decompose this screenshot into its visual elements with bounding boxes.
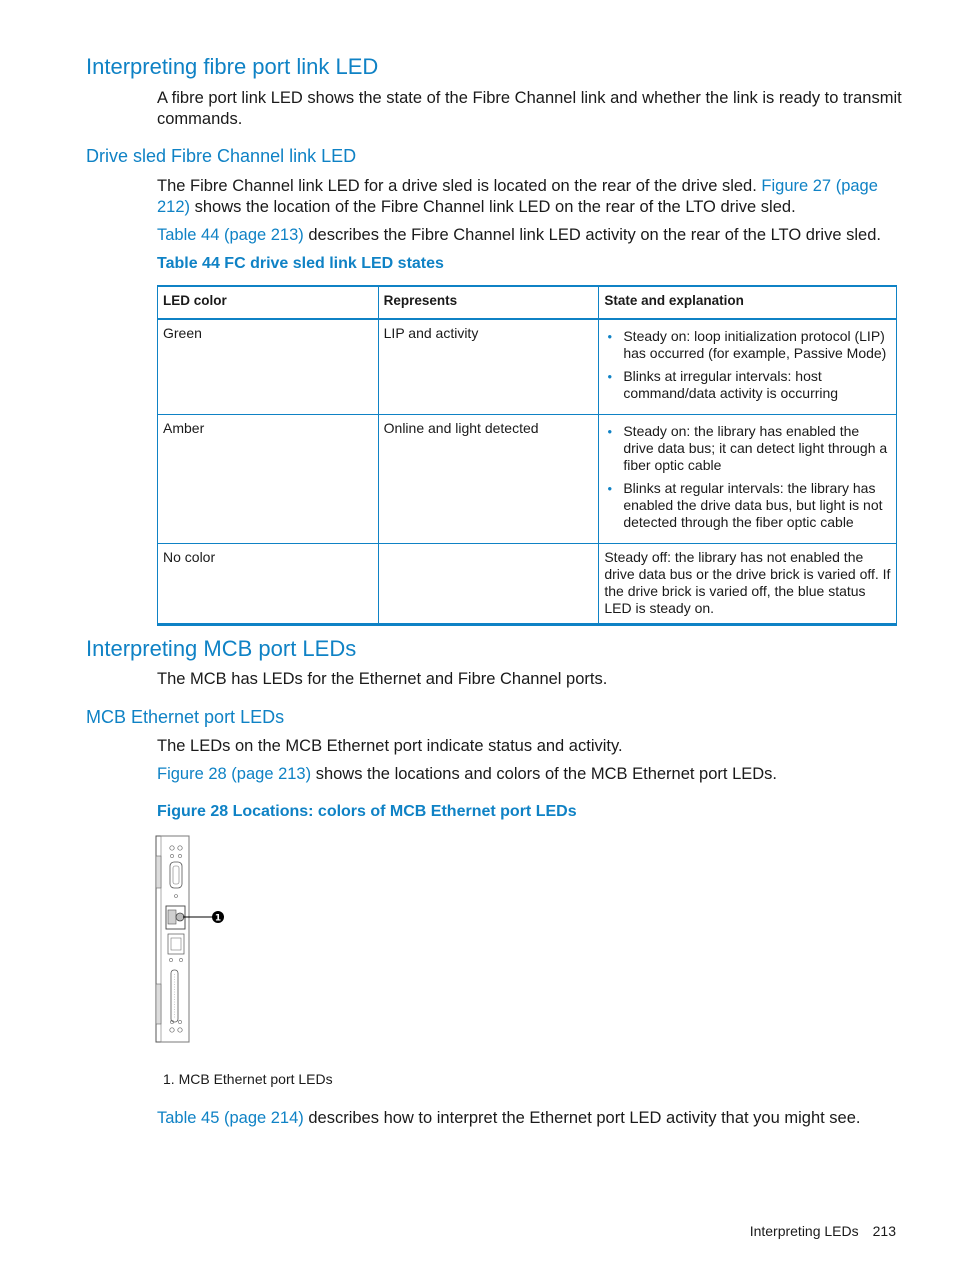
mcb-intro: The MCB has LEDs for the Ethernet and Fibre Channel ports. bbox=[157, 670, 608, 688]
list-item: ● Steady on: loop initialization protocol (LIP) has occurred (for example, Passive Mode) bbox=[604, 328, 891, 362]
page-footer bbox=[736, 1223, 896, 1239]
figure-legend: 1. MCB Ethernet port LEDs bbox=[163, 1071, 333, 1087]
figure-28-link[interactable]: Figure 28 (page 213) bbox=[157, 765, 312, 783]
led-states-table bbox=[157, 285, 897, 626]
header-led-color: LED color bbox=[158, 286, 379, 319]
figure-27-link[interactable]: Figure 27 (page 212) bbox=[157, 177, 878, 216]
header-represents: Represents bbox=[378, 286, 599, 319]
state-list bbox=[604, 328, 891, 402]
table-header-row bbox=[158, 286, 897, 319]
subsection-title-drive-sled: Drive sled Fibre Channel link LED bbox=[86, 146, 357, 166]
section-title-mcb-port: Interpreting MCB port LEDs bbox=[86, 636, 357, 661]
list-item: ● Blinks at regular intervals: the library has enabled the drive data bus, but light is not detected through the fiber optic cable bbox=[604, 480, 891, 531]
fibre-port-intro: A fibre port link LED shows the state of the Fibre Channel link and whether the link is ready to transmit commands. bbox=[157, 89, 902, 128]
text: describes how to interpret the Ethernet port LED activity that you might see. bbox=[303, 1109, 861, 1127]
state-list bbox=[604, 423, 891, 531]
section-title-fibre-port: Interpreting fibre port link LED bbox=[86, 54, 379, 79]
list-item: ● Steady on: the library has enabled the drive data bus; it can detect light through a fiber optic cable bbox=[604, 423, 891, 474]
mcb-ethernet-paragraph-3 bbox=[157, 1108, 902, 1129]
represents-cell: LIP and activity bbox=[378, 319, 599, 415]
text: describes the Fibre Channel link LED activity on the rear of the LTO drive sled. bbox=[303, 226, 881, 244]
text: The Fibre Channel link LED for a drive sled is located on the rear of the drive sled. bbox=[157, 177, 762, 195]
state-cell: Steady off: the library has not enabled the drive data bus or the drive brick is varied off. If the drive brick is varied off, the blue status LED is steady on. bbox=[599, 544, 897, 625]
represents-cell bbox=[378, 544, 599, 625]
table-caption: Table 44 FC drive sled link LED states bbox=[157, 255, 444, 272]
text: shows the location of the Fibre Channel link LED on the rear of the LTO drive sled. bbox=[190, 198, 796, 216]
callout-number: 1 bbox=[214, 913, 222, 924]
table-row bbox=[158, 319, 897, 415]
table-row bbox=[158, 415, 897, 544]
page-number: 213 bbox=[872, 1223, 896, 1239]
footer-section: Interpreting LEDs bbox=[749, 1223, 859, 1239]
mcb-ethernet-paragraph-1: The LEDs on the MCB Ethernet port indicate status and activity. bbox=[157, 737, 623, 755]
table-row bbox=[158, 544, 897, 625]
table-44-link[interactable]: Table 44 (page 213) bbox=[157, 226, 304, 244]
state-cell bbox=[599, 319, 897, 415]
represents-cell: Online and light detected bbox=[378, 415, 599, 544]
figure-caption: Figure 28 Locations: colors of MCB Ethernet port LEDs bbox=[157, 803, 577, 820]
led-color-cell: Green bbox=[158, 319, 379, 415]
drive-sled-paragraph-2 bbox=[157, 225, 902, 246]
text: shows the locations and colors of the MCB Ethernet port LEDs. bbox=[311, 765, 778, 783]
header-state-explanation: State and explanation bbox=[599, 286, 897, 319]
led-color-cell: No color bbox=[158, 544, 379, 625]
drive-sled-paragraph-1 bbox=[157, 176, 902, 218]
mcb-board-drawing bbox=[155, 834, 235, 1044]
table-45-link[interactable]: Table 45 (page 214) bbox=[157, 1109, 304, 1127]
led-color-cell: Amber bbox=[158, 415, 379, 544]
subsection-title-mcb-ethernet: MCB Ethernet port LEDs bbox=[86, 707, 285, 727]
mcb-ethernet-paragraph-2 bbox=[157, 764, 902, 785]
list-item: ● Blinks at irregular intervals: host command/data activity is occurring bbox=[604, 368, 891, 402]
mcb-board-figure bbox=[155, 834, 235, 1044]
state-cell bbox=[599, 415, 897, 544]
